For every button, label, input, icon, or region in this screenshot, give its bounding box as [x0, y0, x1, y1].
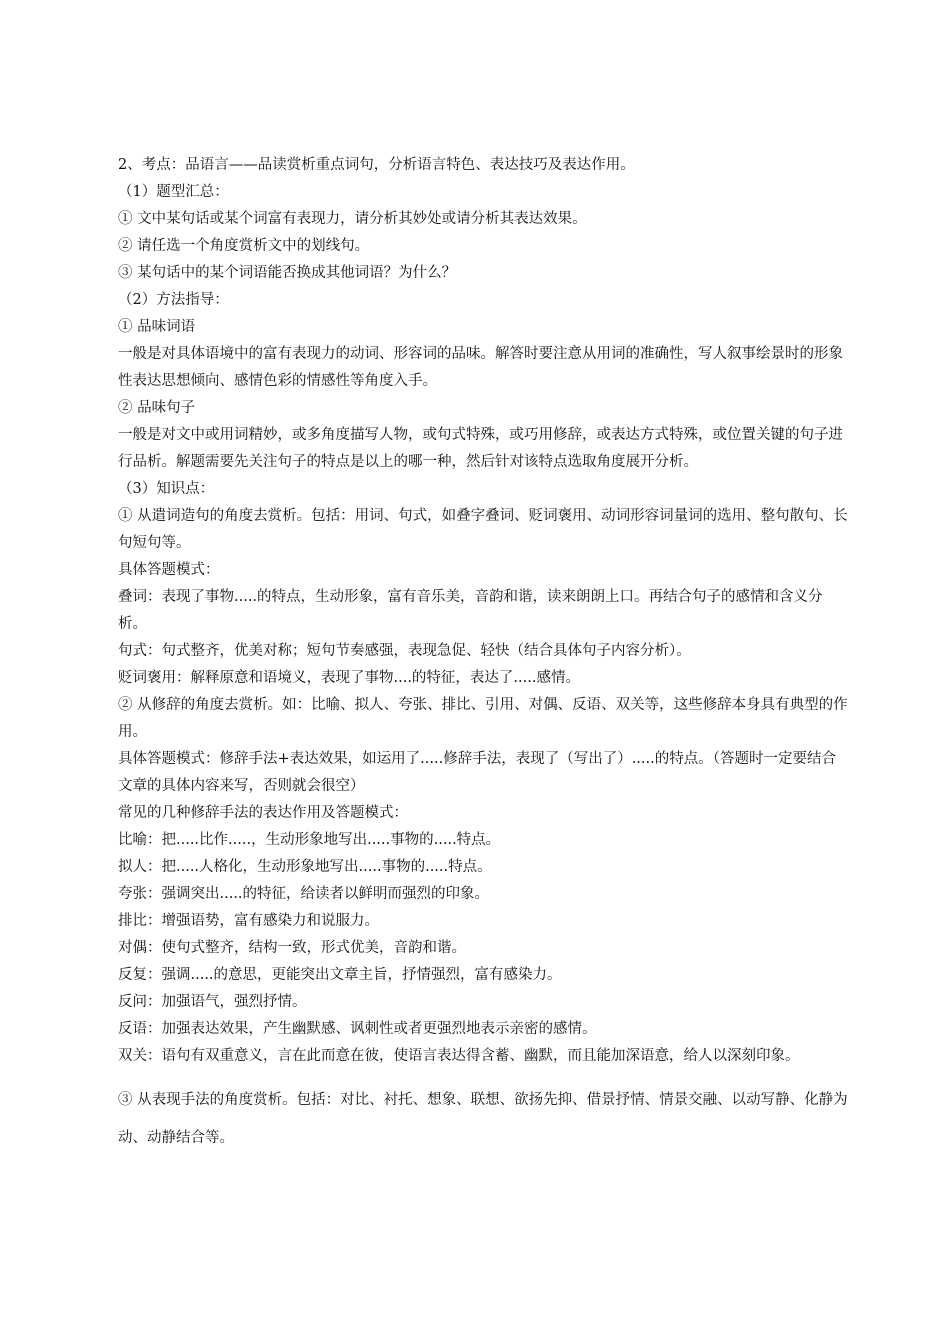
rhetoric-item: 比喻：把.....比作.....，生动形象地写出.....事物的.....特点。: [118, 832, 501, 848]
paragraph: 一般是对具体语境中的富有表现力的动词、形容词的品味。解答时要注意从用词的准确性，写人叙事绘景时的形象性表达思想倾向、感情色彩的情感性等角度入手。: [118, 346, 843, 389]
subheading-question-types: （1）题型汇总：: [118, 184, 229, 200]
paragraph: 具体答题模式：: [118, 562, 220, 578]
rhetoric-item: 反语：加强表达效果，产生幽默感、讽刺性或者更强烈地表示亲密的感情。: [118, 1021, 597, 1037]
section-heading: 2、考点：品语言——品读赏析重点词句，分析语言特色、表达技巧及表达作用。: [118, 157, 635, 173]
rhetoric-item: 夸张：强调突出.....的特征，给读者以鲜明而强烈的印象。: [118, 886, 490, 902]
rhetoric-item: 反问：加强语气，强烈抒情。: [118, 994, 307, 1010]
list-item: ② 品味句子: [118, 400, 196, 416]
list-item: ① 文中某句话或某个词富有表现力，请分析其妙处或请分析其表达效果。: [118, 211, 587, 227]
subheading-method-guide: （2）方法指导：: [118, 292, 229, 308]
list-item: ③ 某句话中的某个词语能否换成其他词语？为什么？: [118, 265, 457, 281]
subheading-knowledge-points: （3）知识点：: [118, 481, 215, 497]
list-item: ① 从遣词造句的角度去赏析。包括：用词、句式，如叠字叠词、贬词褒用、动词形容词量词的选用、整句散句、长句短句等。: [118, 508, 848, 551]
rhetoric-item: 排比：增强语势，富有感染力和说服力。: [118, 913, 379, 929]
list-item: ① 品味词语: [118, 319, 196, 335]
paragraph: 句式：句式整齐，优美对称；短句节奏感强，表现急促、轻快（结合具体句子内容分析）。: [118, 643, 691, 659]
paragraph: 常见的几种修辞手法的表达作用及答题模式：: [118, 805, 408, 821]
rhetoric-item: 反复：强调.....的意思，更能突出文章主旨，抒情强烈，富有感染力。: [118, 967, 562, 983]
list-item: ③ 从表现手法的角度赏析。包括：对比、衬托、想象、联想、欲扬先抑、借景抒情、情景交融、以动写静、化静为动、动静结合等。: [118, 1092, 848, 1146]
list-item: ② 请任选一个角度赏析文中的划线句。: [118, 238, 370, 254]
rhetoric-item: 拟人：把.....人格化，生动形象地写出.....事物的.....特点。: [118, 859, 492, 875]
list-item: ② 从修辞的角度去赏析。如：比喻、拟人、夸张、排比、引用、对偶、反语、双关等，这些修辞本身具有典型的作用。: [118, 697, 848, 740]
paragraph: 具体答题模式：修辞手法+表达效果，如运用了.....修辞手法，表现了（写出了）.....的特点。（答题时一定要结合文章的具体内容来写，否则就会很空）: [118, 751, 836, 794]
paragraph: 贬词褒用：解释原意和语境义，表现了事物....的特征，表达了.....感情。: [118, 670, 580, 686]
paragraph: 一般是对文中或用词精妙，或多角度描写人物，或句式特殊，或巧用修辞，或表达方式特殊，或位置关键的句子进行品析。解题需要先关注句子的特点是以上的哪一种，然后针对该特点选取角度展开分析。: [118, 427, 843, 470]
rhetoric-item: 对偶：使句式整齐，结构一致，形式优美，音韵和谐。: [118, 940, 466, 956]
rhetoric-item: 双关：语句有双重意义，言在此而意在彼，使语言表达得含蓄、幽默，而且能加深语意，给人以深刻印象。: [118, 1048, 800, 1064]
document-body: [118, 152, 848, 1157]
paragraph: 叠词：表现了事物.....的特点，生动形象，富有音乐美，音韵和谐，读来朗朗上口。再结合句子的感情和含义分析。: [118, 589, 823, 632]
